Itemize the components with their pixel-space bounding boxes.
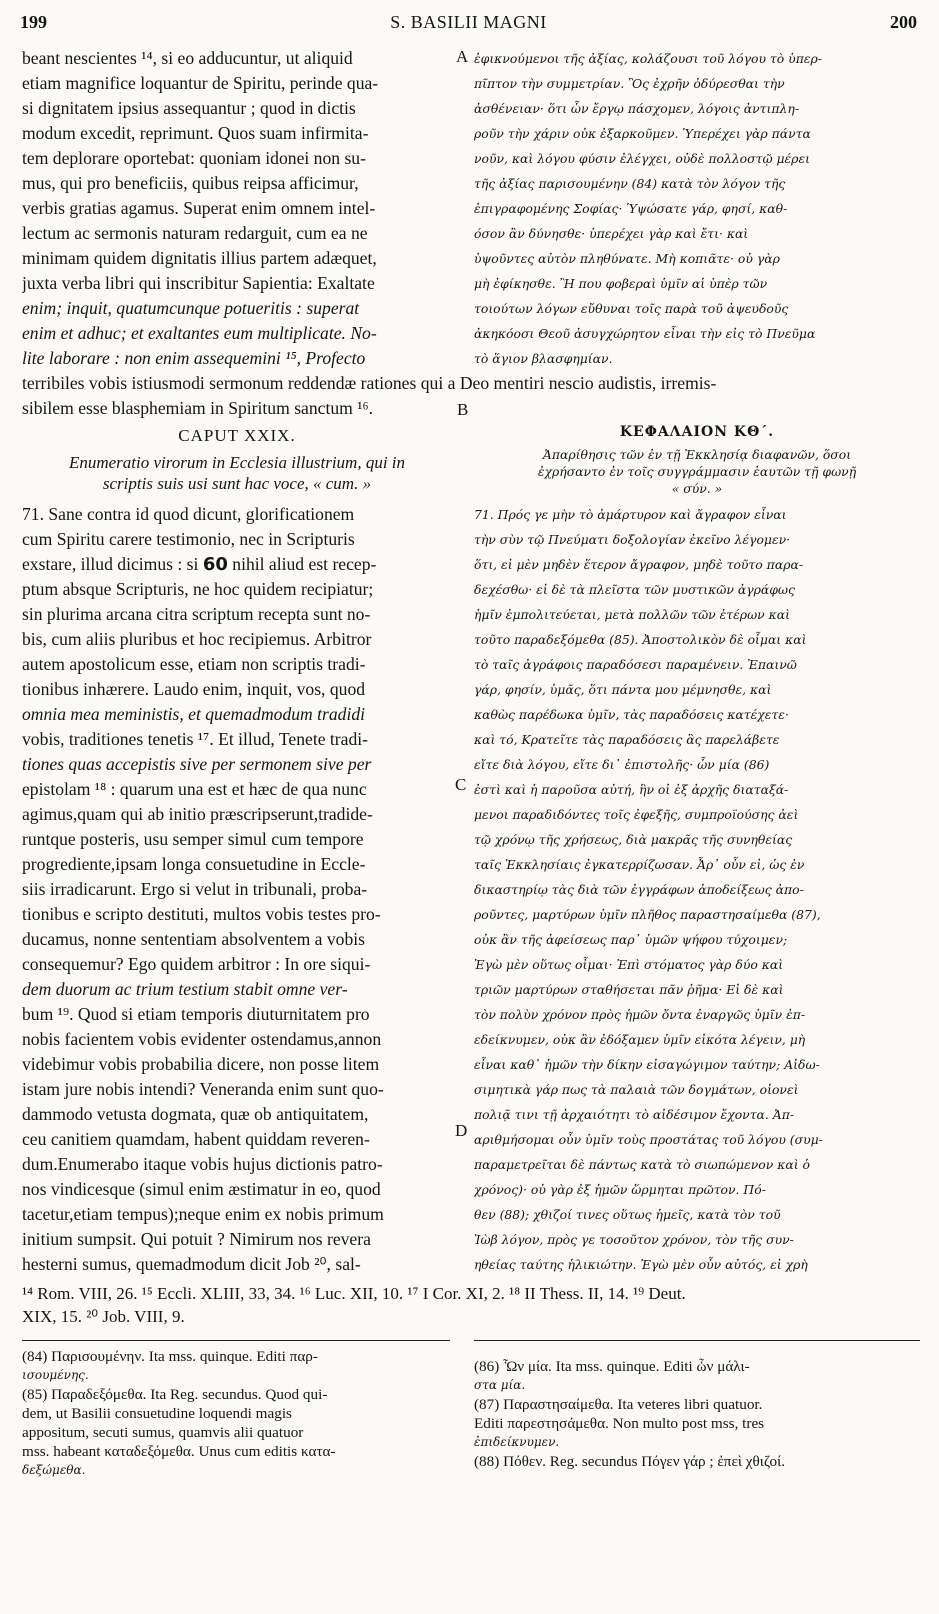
text-line: ἀκηκόοσι Θεοῦ ἀσυγχώρητον εἶναι τὴν εἰς τὸ Πνεῦμα [474,326,816,341]
editorial-note-line: (85) Παραδεξόμεθα. Ita Reg. secundus. Quod qui- [22,1386,328,1403]
text-line: agimus,quam qui ab initio præscripserunt,tradide- [22,804,373,824]
margin-letter-b: B [457,400,469,419]
text-line: καθὼς παρέδωκα ὑμῖν, τὰς παραδόσεις κατέχετε· [474,707,789,722]
text-line: γάρ, φησίν, ὑμᾶς, ὅτι πάντα μου μέμνησθε, καὶ [474,682,772,697]
text-line: εἴτε διὰ λόγου, εἴτε δι᾽ ἐπιστολῆς· ὧν μία (86) [474,757,770,772]
chapter-summary-greek-1: Ἀπαρίθησις τῶν ἐν τῇ Ἐκκλησίᾳ διαφανῶν, ὅσοι [542,447,852,462]
text-line: tacetur,etiam tempus);neque enim ex nobis primum [22,1204,384,1224]
text-line: μενοι παραδιδόντες τοῖς ἐφεξῆς, συμπροϊούσης ἀεὶ [474,807,799,822]
latin-column-body [22,502,452,1277]
editorial-note-line: δεξώμεθα. [22,1463,86,1477]
text-line: τῆς ἀξίας παρισουμένην (84) κατὰ τὸν λόγον τῆς [474,176,786,191]
text-line: ducamus, nonne sententiam absolventem a vobis [22,929,366,949]
text-line: τοῦτο παραδεξόμεθα (85). Ἀποστολικὸν δὲ οἶμαι καὶ [474,632,807,647]
text-line: istam jure nobis intendi? Veneranda enim sunt quo- [22,1079,384,1099]
text-line: τριῶν μαρτύρων σταθήσεται πᾶν ῥῆμα· Εἰ δὲ καὶ [474,982,784,997]
text-line: 71. Πρός γε μὴν τὸ ἀμάρτυρον καὶ ἄγραφον εἶναι [474,507,787,522]
text-line: tionibus e scripto destituti, multos vobis testes pro- [22,904,381,924]
text-line: exstare, illud dicimus : si 60 nihil aliud est recep- [22,554,377,575]
text-line: ἡμῖν ἐμπολιτεύεται, μετὰ πολλῶν τῶν ἑτέρων καὶ [474,607,791,622]
text-line: sibilem esse blasphemiam in Spiritum sanctum ¹⁶. [22,398,374,418]
editorial-note-line: dem, ut Basilii consuetudine loquendi magis [22,1405,292,1422]
text-line: nos vindicesque (simul enim æstimatur in eo, quod [22,1179,381,1199]
text-line: πολιᾷ τινι τῇ ἀρχαιότητι τὸ αἰδέσιμον ἔχοντα. Ἀπ- [474,1107,795,1122]
text-line: ροῦντες, μαρτύρων ὑμῖν πλῆθος παραστησαίμεθα (87), [474,907,821,922]
editorial-note-line: Editi παρεστησάμεθα. Non multo post mss, tres [474,1415,765,1432]
notes-left [22,1347,452,1480]
editorial-note-line: appositum, secuti sumus, quamvis alii quatuor [22,1424,304,1441]
text-line: lite laborare : non enim assequemini ¹⁵, Profecto [22,348,366,368]
notes-divider-left [22,1340,450,1341]
text-line: initium sumpsit. Qui potuit ? Nimirum nos revera [22,1229,371,1249]
text-line: ταῖς Ἐκκλησίαις ἐγκατερρίζωσαν. Ἆρ᾽ οὖν εἰ, ὡς ἐν [474,857,805,872]
text-line: τὸ ταῖς ἀγράφοις παραδόσεσι παραμένειν. Ἐπαινῶ [474,657,797,672]
text-line: epistolam ¹⁸ : quarum una est et hæc de qua nunc [22,779,367,799]
text-line: τὴν σὺν τῷ Πνεύματι δοξολογίαν ἐκεῖνο λέγομεν· [474,532,791,547]
text-line: dammodo vetusta dogmata, quæ ob antiquitatem, [22,1104,369,1124]
text-line: bum ¹⁹. Quod si etiam temporis diuturnitatem pro [22,1004,370,1024]
text-line: θεν (88); χθιζοί τινες οὕτως ἡμεῖς, κατὰ τὸν τοῦ [474,1207,781,1222]
editorial-note-line: (88) Πόθεν. Reg. secundus Πόγεν γάρ ; ἐπεὶ χθιζοί. [474,1453,786,1470]
text-line: τὸν πολὺν χρόνον πρὸς ἡμῶν ὄντα ἐναργῶς ὑμῖν ἐπ- [474,1007,806,1022]
text-line: ptum absque Scripturis, ne hoc quidem recipiatur; [22,579,374,599]
greek-column-body [474,502,920,1277]
footnote-line: ¹⁴ Rom. VIII, 26. ¹⁵ Eccli. XLIII, 33, 34. ¹⁶ Luc. XII, 10. ¹⁷ I Cor. XI, 2. ¹⁸ II Thess. II, 14. ¹⁹ Deut. [22,1284,686,1303]
editorial-note-line: στα μία. [474,1378,526,1392]
text-line: runtque posteris, usu semper simul cum tempore [22,829,364,849]
chapter-summary-latin-2: scriptis suis usi sunt hac voce, « cum. » [102,474,372,493]
full-width-text [22,371,920,421]
text-line: τῷ χρόνῳ τῆς χρήσεως, διὰ μακρᾶς τῆς συνηθείας [474,832,793,847]
text-line: tionibus inhærere. Laudo enim, inquit, vos, quod [22,679,366,699]
text-line: ὑψοῦντες αὐτὸν πληθύνατε. Μὴ κοπιᾶτε· οὐ γὰρ [474,251,780,266]
text-line: vobis, traditiones tenetis ¹⁷. Et illud, Tenete tradi- [22,729,369,749]
text-line: nobis facientem vobis evidenter ostendamus,annon [22,1029,382,1049]
text-line: χρόνος)· οὐ γὰρ ἐξ ἡμῶν ὥρμηται πρῶτον. Πό- [474,1182,766,1197]
text-line: δικαστηρίῳ τὰς διὰ τῶν ἐγγράφων ἀποδείξεως ἀπο- [474,882,804,897]
text-line: μὴ ἐφίκησθε. Ἢ που φοβεραὶ ὑμῖν αἱ ὑπὲρ τῶν [474,276,768,291]
text-line: beant nescientes ¹⁴, si eo adducuntur, ut aliquid [22,48,353,68]
chapter-summary-greek-2: ἐχρήσαντο ἐν τοῖς συγγράμμασιν ἑαυτῶν τῇ φωνῇ [537,464,857,479]
text-line: lectum ac sermonis naturam redarguit, cum ea ne [22,223,368,243]
text-line: παραμετρεῖται δὲ πάντως κατὰ τὸ σιωπώμενον καὶ ὁ [474,1157,810,1172]
latin-column-top [22,46,452,371]
caput-latin-block [22,426,452,494]
margin-letter-c: C [455,775,467,794]
running-header [20,12,917,42]
text-line: σιμητικὰ γάρ πως τὰ παλαιὰ τῶν δογμάτων, οἱονεὶ [474,1082,799,1097]
page-marker-60: 60 [202,554,228,575]
text-line: δεχέσθω· εἰ δὲ τὰ πλεῖστα τῶν μυστικῶν ἀγράφως [474,582,795,597]
text-line: καὶ τό, Κρατεῖτε τὰς παραδόσεις ἃς παρελάβετε [474,732,780,747]
text-line: dem duorum ac trium testium stabit omne ver- [22,979,348,999]
text-line: mus, qui pro beneficiis, quibus reipsa afficimur, [22,173,359,193]
editorial-note-line: (86) Ὧν μία. Ita mss. quinque. Editi ὧν μάλι- [474,1358,750,1375]
text-line: siis irradicarunt. Ergo si velut in tribunali, proba- [22,879,368,899]
text-line: tem deplorare oportebat: quoniam idonei non su- [22,148,366,168]
text-line: videbimur vobis probabilia dicere, non posse litem [22,1054,380,1074]
notes-divider-right [474,1340,920,1341]
text-line: verbis gratias agamus. Superat enim omnem intel- [22,198,376,218]
text-line: dum.Enumerabo itaque vobis hujus dictionis patro- [22,1154,383,1174]
text-line: ἐστὶ καὶ ἡ παροῦσα αὐτή, ἣν οἱ ἐξ ἀρχῆς διαταξά- [474,782,789,797]
text-line: cum Spiritu carere testimonio, nec in Scripturis [22,529,355,549]
chapter-summary-latin-1: Enumeratio virorum in Ecclesia illustrium, qui in [68,453,406,472]
chapter-heading-latin: CAPUT XXIX. [178,426,296,445]
text-line: πῖπτον τὴν συμμετρίαν. Ὃς ἐχρῆν ὀδύρεσθαι τὴν [474,76,785,91]
text-line: εδείκνυμεν, οὐκ ἂν ἐδόξαμεν ὑμῖν εἰκότα λέγειν, μὴ [474,1032,806,1047]
chapter-summary-greek-3: « σύν. » [671,481,723,496]
text-line: enim; inquit, quatumcunque potueritis : superat [22,298,360,318]
editorial-note-line: mss. habeant καταδεξόμεθα. Unus cum editis κατα- [22,1443,336,1460]
text-line: etiam magnifice loquantur de Spiritu, perinde qua- [22,73,379,93]
text-line: si dignitatem ipsius assequantur ; quod in dictis [22,98,356,118]
margin-letter-a: A [456,47,469,66]
caput-greek-block [474,424,920,497]
chapter-heading-greek: ΚΕΦΑΛΑΙΟΝ ΚΘ΄. [619,424,775,440]
text-line: ceu canitiem quamdam, habent quiddam reveren- [22,1129,370,1149]
footnote-line: XIX, 15. ²⁰ Job. VIII, 9. [22,1307,185,1326]
text-line: progrediente,ipsam longa consuetudine in Eccle- [22,854,366,874]
text-line: ἐπιγραφομένης Σοφίας· Ὑψώσατε γάρ, φησί, καθ- [474,201,788,216]
text-line: ἀσθένειαν· ὅτι ὧν ἔργῳ πάσχομεν, λόγοις ἀντιπλη- [474,101,800,116]
text-line: sin plurima arcana citra scriptum recepta sunt no- [22,604,371,624]
text-line: Ἰὼβ λόγον, πρὸς γε τοσοῦτον χρόνον, τὸν τῆς συν- [474,1232,794,1247]
text-line: hesterni sumus, quemadmodum dicit Job ²⁰, sal- [22,1254,361,1274]
text-line: όσον ἂν δύνησθε· ὑπερέχει γὰρ καὶ ἔτι· καὶ [474,226,749,241]
text-line: terribiles vobis istiusmodi sermonum reddendæ rationes qui a Deo mentiri nescio audistis, irremis- [22,373,717,393]
text-line: autem apostolicum esse, etiam non scriptis tradi- [22,654,366,674]
text-line: οὐκ ἂν τῆς ἀφείσεως παρ᾽ ὑμῶν ψήφου τύχοιμεν; [474,932,788,947]
text-line: bis, cum aliis pluribus et hoc recipiemus. Arbitror [22,629,372,649]
editorial-note-line: ισουμένης. [22,1368,89,1382]
text-line: τὸ ἅγιον βλασφημίαν. [474,351,613,366]
text-line: Ἐγὼ μὲν οὕτως οἶμαι· Ἐπὶ στόματος γὰρ δύο καὶ [474,957,784,972]
text-line: ηθείας ταύτης ἡλικιώτην. Ἐγὼ μὲν οὖν αὐτός, εἰ χρὴ [474,1257,808,1272]
page-number-left: 199 [20,12,47,32]
text-line: ἐφικνούμενοι τῆς ἀξίας, κολάζουσι τοῦ λόγου τὸ ὑπερ- [474,51,822,66]
editorial-note-line: ἐπιδείκνυμεν. [474,1435,560,1449]
text-line: minimam quidem dignitatis illius partem adæquet, [22,248,377,268]
page-number-right: 200 [890,12,917,32]
text-line: consequemur? Ego quidem arbitror : In ore siqui- [22,954,371,974]
text-line: 71. Sane contra id quod dicunt, glorificationem [22,504,355,524]
editorial-note-line: (84) Παρισουμένην. Ita mss. quinque. Editi παρ- [22,1348,318,1365]
text-line: modum excedit, reprimunt. Quos suam infirmita- [22,123,369,143]
greek-column-top [474,46,920,371]
text-line: ὅτι, εἰ μὲν μηδὲν ἕτερον ἄγραφον, μηδὲ τοῦτο παρα- [474,557,804,572]
notes-right [474,1357,920,1471]
text-line: νοῦν, καὶ λόγου φύσιν ἐλέγχει, οὐδὲ πολλοστῷ μέρει [474,151,810,166]
text-line: εἶναι καθ᾽ ἡμῶν τὴν δίκην εἰσαγώγιμον ταύτην; Αἰδω- [474,1057,820,1072]
running-title: S. BASILII MAGNI [390,12,547,32]
text-line: juxta verba libri qui inscribitur Sapientia: Exaltate [22,273,375,293]
text-line: τοιούτων λόγων εὔθυναι τοῖς παρὰ τοῦ ἀψευδοῦς [474,301,789,316]
editorial-note-line: (87) Παραστησαίμεθα. Ita veteres libri quatuor. [474,1396,763,1413]
margin-letter-d: D [455,1121,468,1140]
text-line: αριθμήσομαι οὖν ὑμῖν τοὺς προστάτας τοῦ λόγου (συμ- [474,1132,823,1147]
text-line: enim et adhuc; et exaltantes eum multiplicate. No- [22,323,377,343]
text-line: tiones quas accepistis sive per sermonem sive per [22,754,372,774]
text-line: ροῦν τὴν χάριν οὐκ ἐξαρκοῦμεν. Ὑπερέχει γὰρ πάντα [474,126,811,141]
text-line: omnia mea meministis, et quemadmodum tradidi [22,704,366,724]
